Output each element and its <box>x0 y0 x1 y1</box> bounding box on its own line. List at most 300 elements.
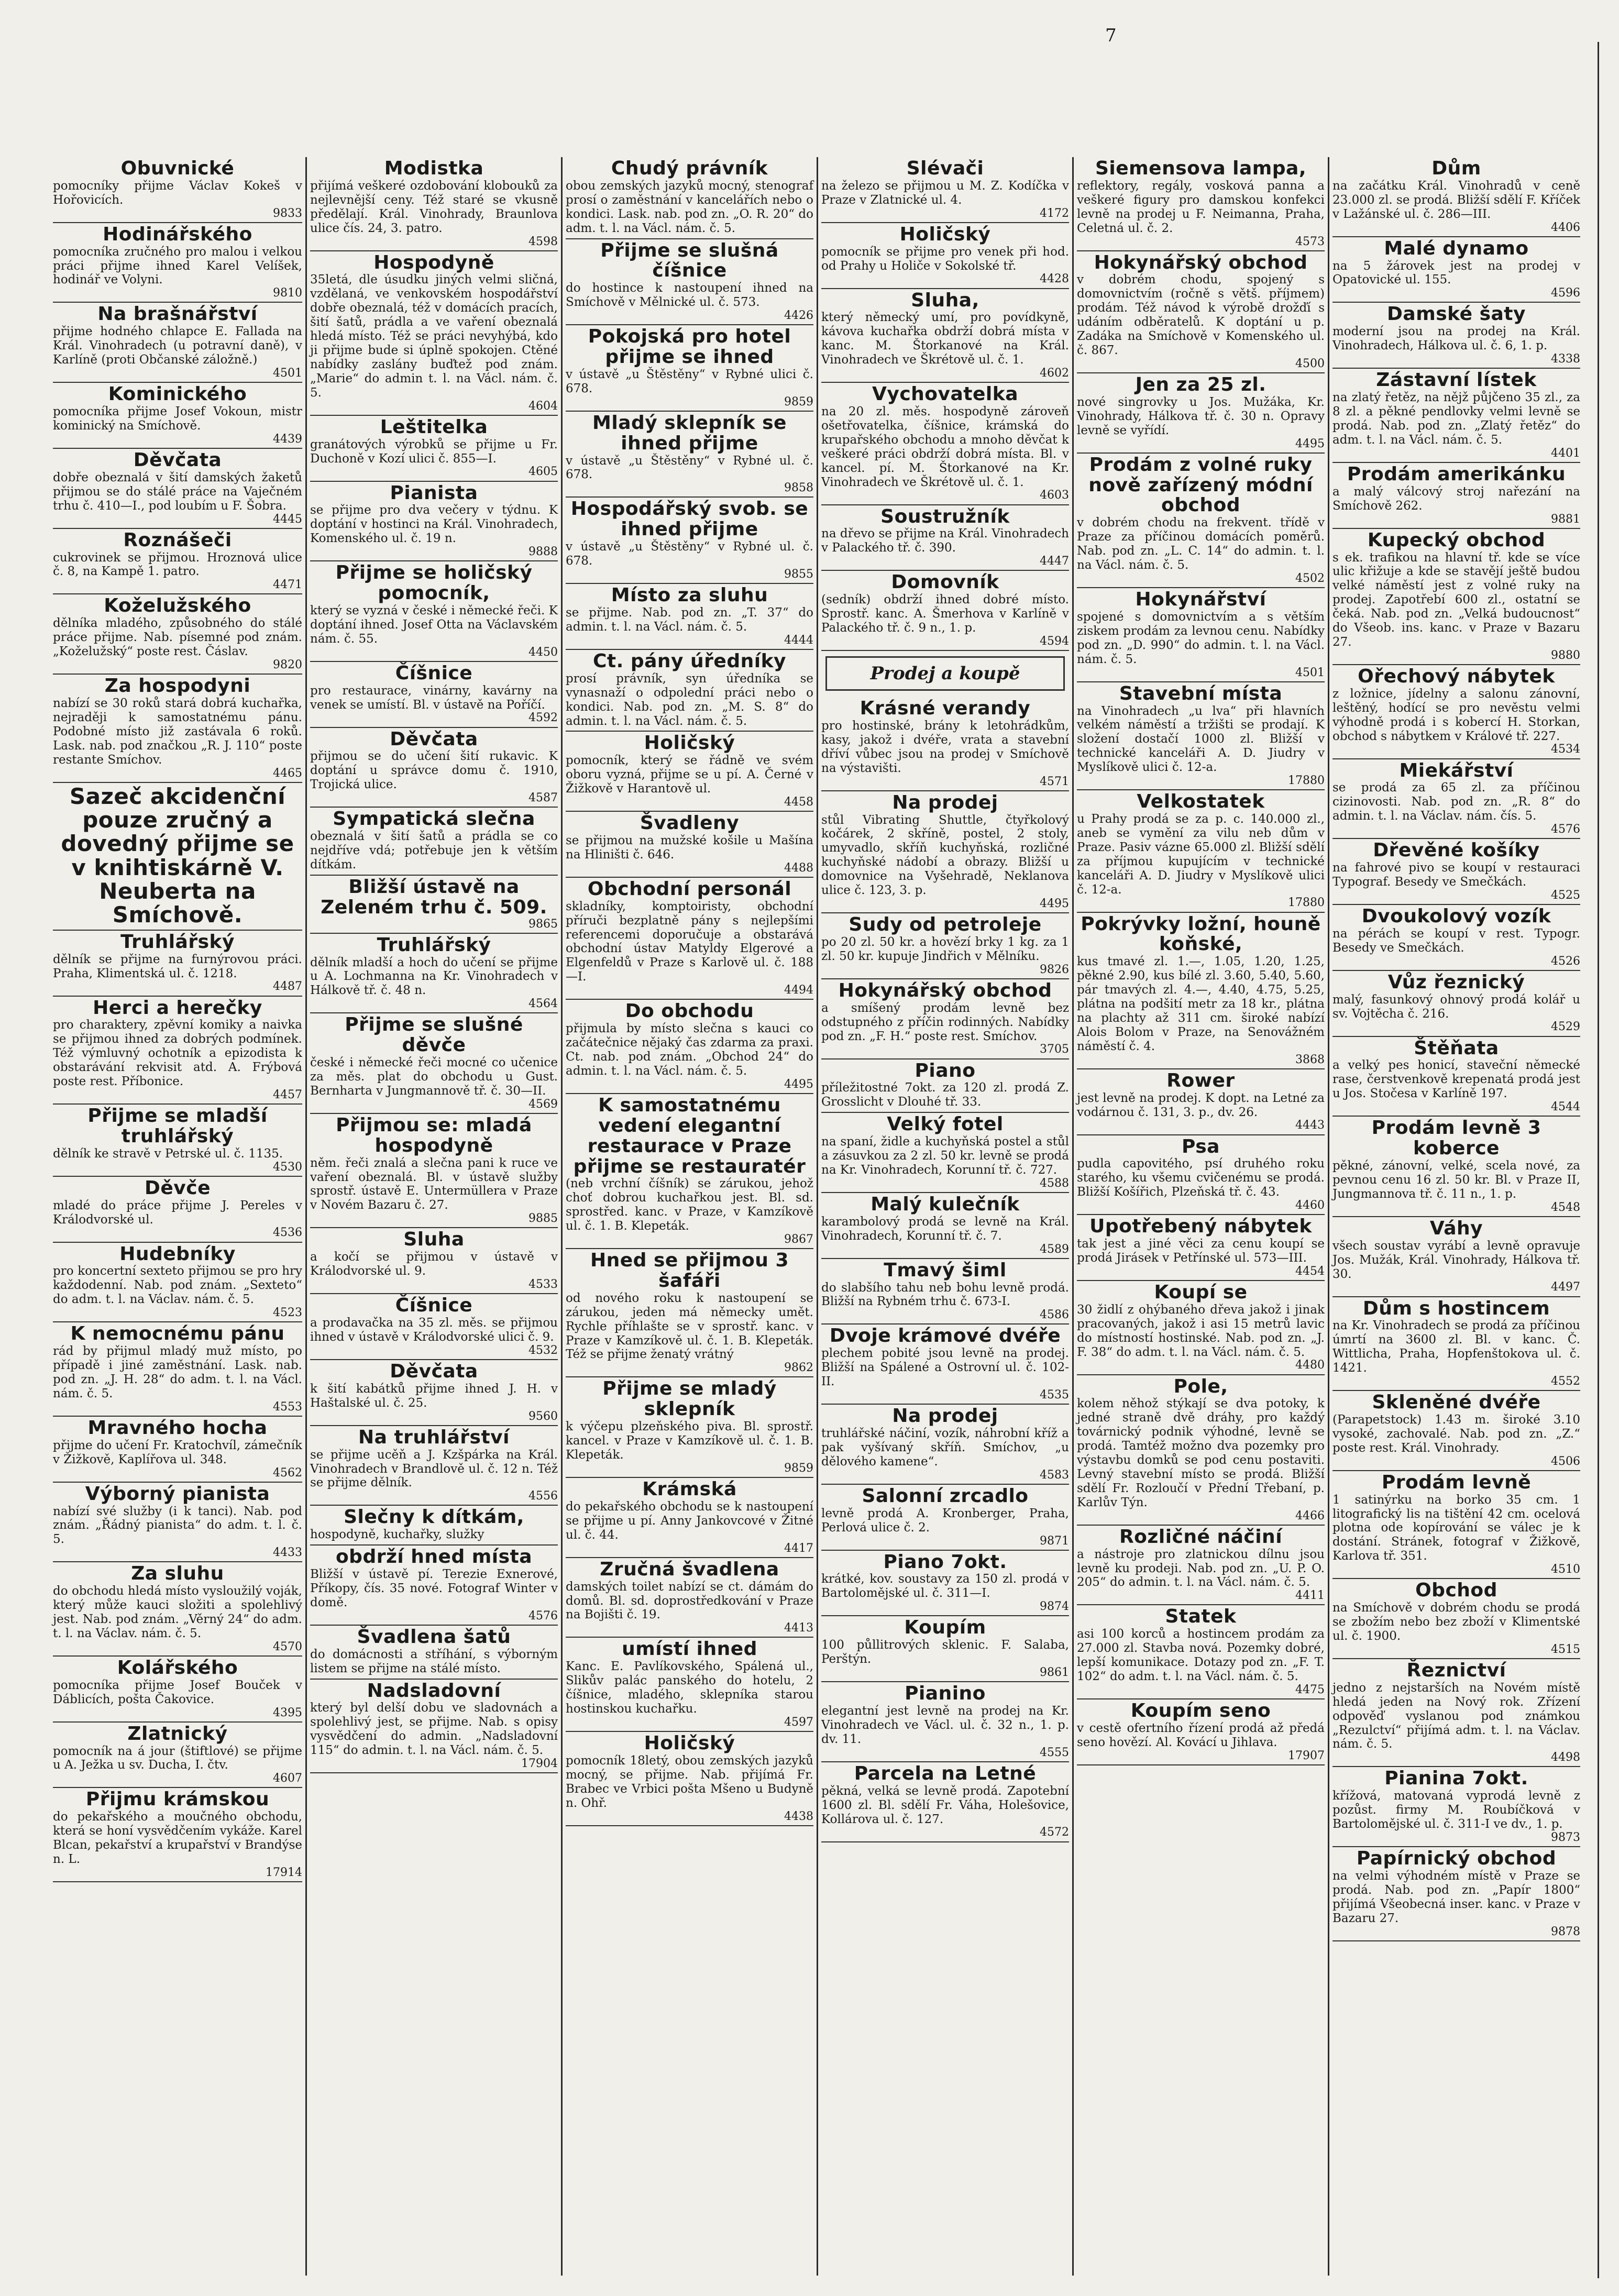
ad-headline: Vůz řeznický <box>1387 971 1525 993</box>
ad-body: na 5 žárovek jest na prodej v Opatovické ul. 155. <box>1332 259 1580 287</box>
ad-body: příležitostné 7okt. za 120 zl. prodá Z. Grosslicht v Dlouhé tř. 33. <box>821 1081 1069 1109</box>
classified-ad <box>53 594 302 675</box>
ad-number: 9859 <box>784 1461 813 1475</box>
ad-headline: Dům s hostincem <box>1362 1297 1550 1319</box>
ad-body: na Kr. Vinohradech se prodá za příčinou úmrtí na 3600 zl. Bl. v kanc. Č. Wittlicha, Praha, Hopfenštokova ul. č. 1421. <box>1332 1319 1580 1375</box>
ad-number: 4444 <box>784 633 813 647</box>
classified-ad <box>310 157 558 251</box>
ad-headline: Obuvnické <box>120 158 235 179</box>
ad-headline: Děvče <box>144 1177 211 1199</box>
ad-body: v cestě ofertního řízení prodá až předá seno hovězí. Al. Kovácí u Jihlava. <box>1077 1721 1325 1749</box>
classified-ad <box>821 697 1069 791</box>
classified-ad <box>566 1000 813 1094</box>
ad-body: do obchodu hledá místo vysloužilý voják, který může kauci složiti a spolehlivý jest. Nab. pod znám. „Věrný 24“ do adm. t. l. na Václav. nám. č. 5. <box>53 1584 302 1640</box>
ad-body: a nástroje pro zlatnickou dílnu jsou levně ku prodeji. Nab. pod zn. „U. P. O. 205“ do admin. t. l. na Václ. nám. č. 5. <box>1077 1547 1325 1589</box>
classified-ad <box>310 1680 558 1774</box>
ad-headline: Číšnice <box>395 1295 473 1317</box>
classified-ad <box>566 1249 813 1377</box>
classified-ad <box>310 1360 558 1426</box>
ad-number: 4526 <box>1551 954 1580 968</box>
ad-headline: Přijme se mladší truhlářský <box>87 1105 268 1147</box>
ad-headline: Jen za 25 zl. <box>1135 374 1266 395</box>
ad-body: na velmi výhodném místě v Praze se prodá. Nab. pod zn. „Papír 1800“ přijímá Všeobecná inser. kanc. v Praze v Bazaru 27. <box>1332 1869 1580 1925</box>
ad-headline: Sluha, <box>911 289 979 311</box>
ad-headline: Přijme se slušné děvče <box>345 1014 523 1056</box>
classified-ad <box>1332 971 1580 1037</box>
ad-number: 4460 <box>1295 1199 1325 1212</box>
page-number: 7 <box>1105 25 1117 46</box>
ad-headline: Hokynářský obchod <box>838 979 1052 1001</box>
ad-number: 4438 <box>784 1809 813 1823</box>
ad-body: Kanc. E. Pavlíkovského, Spálená ul., Slikův palác panského do hotelu, 2 číšnice, mladého, sklepníka starou hostinskou kuchařku. <box>566 1660 813 1716</box>
ad-number: 9888 <box>528 545 558 559</box>
ad-number: 4445 <box>273 512 302 526</box>
column-5 <box>1072 157 1328 2276</box>
ad-body: a malý válcový stroj nařezání na Smíchově 262. <box>1332 484 1580 513</box>
classified-ad <box>1332 529 1580 665</box>
ad-body: nabízí se 30 roků stará dobrá kuchařka, nejraději k samostatnému pánu. Podobné místo již zastávala 6 roků. Lask. nab. pod značkou „R. J. 110“ poste restante Smíchov. <box>53 696 302 767</box>
classified-ad <box>1077 1215 1325 1281</box>
ad-body: stůl Vibrating Shuttle, čtyřkolový kočárek, 2 skříně, postel, 2 stoly, umyvadlo, skříň kuchyňská, rozličné kuchyňské nádobí a obrazy. Bližší u domovnice na Vyšehradě, Neklanova ulice č. 123, 3. p. <box>821 813 1069 898</box>
ad-number: 4495 <box>1040 897 1069 910</box>
ad-body: něm. řeči znalá a slečna pani k ruce ve vaření obeznalá. Bl. v ústavě služby sprostř. ústavě E. Untermüllera v Praze v Novém Bazaru č. 27. <box>310 1156 558 1212</box>
ad-body: a kočí se přijmou v ústavě v Králodvorské ul. 9. <box>310 1250 558 1278</box>
ad-headline: Miekářství <box>1399 759 1514 781</box>
classified-ad <box>566 157 813 239</box>
column-3 <box>561 157 817 2276</box>
ad-body: v ústavě „u Štěstěny“ v Rybné ul. č. 678. <box>566 540 813 568</box>
ad-body: asi 100 korců a hostincem prodám za 27.000 zl. Stavba nová. Pozemky dobré, lepší komunikace. Dotazy pod zn. „F. T. 102“ do adm. t. l. na Václ. nám. č. 5. <box>1077 1627 1325 1684</box>
ad-number: 4592 <box>528 711 558 725</box>
ad-body: prosí právník, syn úředníka se vynasnaží o odpolední práci nebo o kondici. Nab. pod zn. „M. S. 8“ do admin. t. l. na Václ. nám. č. 5. <box>566 671 813 728</box>
classified-ad <box>1077 1526 1325 1606</box>
classified-ad <box>566 812 813 878</box>
ad-number: 4500 <box>1295 357 1325 370</box>
ad-headline: Děvčata <box>390 1360 478 1382</box>
classified-ad <box>53 157 302 223</box>
ad-number: 4433 <box>273 1546 302 1560</box>
ad-headline: Za sluhu <box>131 1563 224 1585</box>
classified-ad <box>53 223 302 303</box>
ad-headline: Kominického <box>108 383 247 405</box>
classified-ad <box>53 1105 302 1177</box>
ad-body: na spaní, židle a kuchyňská postel a stůl a zásuvkou za 2 zl. 50 kr. levně se prodá na Kr. Vinohradech, Korunní tř. č. 727. <box>821 1135 1069 1177</box>
ad-number: 4573 <box>1295 235 1325 248</box>
ad-headline: Zástavní lístek <box>1376 369 1537 391</box>
ad-body: jest levně na prodej. K dopt. na Letné za vodárnou č. 131, 3. p., dv. 26. <box>1077 1091 1325 1119</box>
ad-headline: Štěňata <box>1414 1037 1499 1059</box>
ad-number: 4536 <box>273 1226 302 1240</box>
classified-ad <box>821 1259 1069 1325</box>
ad-body: 1 satinýrku na borko 35 cm. 1 litografický lis na tištění 42 cm. ocelová plotna ode kopírování se válec je k dostání. Stránek, fotograf v Žižkově, Karlova tř. 351. <box>1332 1493 1580 1563</box>
ad-body: k výčepu plzeňského piva. Bl. sprostř. kancel. v Praze v Kamzíkově ul. č. 1. B. Klepeták. <box>566 1420 813 1462</box>
ad-number: 4417 <box>784 1541 813 1555</box>
ad-headline: Přijmou se: mladá hospodyně <box>336 1114 532 1156</box>
ad-headline: Výborný pianista <box>85 1483 270 1505</box>
classified-ad <box>821 913 1069 979</box>
classified-ad <box>566 1638 813 1732</box>
ad-number: 9560 <box>528 1409 558 1423</box>
ad-headline: Piano 7okt. <box>883 1551 1007 1573</box>
ad-body: české i německé řeči mocné co učenice za měs. plat do obchodu u Gust. Bernharta v Jungmannově tř. č. 30—II. <box>310 1056 558 1098</box>
ad-body: v dobrém chodu, spojený s domovnictvím (ročně s větš. příjmem) prodám. Též návod k výrobě drožďí s udáním odběratelů. K doptání u p. Zadáka na Smíchově v Komenského ul. č. 867. <box>1077 273 1325 357</box>
ad-body: se přijmou na mužské košile u Mašína na Hliništi č. 646. <box>566 833 813 862</box>
classified-ad <box>310 1294 558 1360</box>
classified-ad <box>821 383 1069 505</box>
ad-body: do pekařského obchodu se k nastoupení se přijme u pí. Anny Jankovcové v Žitné ul. č. 44. <box>566 1499 813 1542</box>
ad-headline: Přijme se mladý sklepník <box>602 1378 777 1420</box>
ad-headline: Krámská <box>642 1478 737 1500</box>
classified-ad <box>566 1732 813 1826</box>
ad-number: 4556 <box>528 1489 558 1503</box>
ad-number: 4426 <box>784 309 813 323</box>
ad-body: do pekařského a moučného obchodu, která se honí vysvědčením vykáže. Karel Blcan, pekařství a krupařství v Brandýse n. L. <box>53 1810 302 1867</box>
ad-body: (Parapetstock) 1.43 m. široké 3.10 vysoké, zachovalé. Nab. pod zn. „Z.“ poste rest. Král. Vinohrady. <box>1332 1412 1580 1455</box>
ad-headline: Koupím seno <box>1130 1700 1271 1722</box>
classified-ad <box>53 1657 302 1723</box>
ad-headline: Hospodyně <box>373 251 494 273</box>
ad-number: 4570 <box>273 1640 302 1653</box>
ad-headline: Piano <box>915 1059 976 1081</box>
ad-headline: Na truhlářství <box>358 1426 510 1448</box>
classified-ad <box>1077 1605 1325 1699</box>
ad-body: mladé do práce přijme J. Pereles v Králodvorské ul. <box>53 1198 302 1227</box>
ad-number: 4395 <box>273 1706 302 1719</box>
classified-ad <box>53 675 302 783</box>
ad-number: 9861 <box>1040 1666 1069 1680</box>
column-4 <box>817 157 1072 2276</box>
classified-ad <box>310 876 558 934</box>
classified-ad <box>821 157 1069 223</box>
ad-headline: Číšnice <box>395 662 473 684</box>
classified-ad <box>566 1377 813 1478</box>
ad-body: spojené s domovnictvím a s větším ziskem prodám za levnou cenu. Nabídky pod zn. „D. 990“ do admin. t. l. na Václ. nám. č. 5. <box>1077 610 1325 666</box>
ad-body: na začátku Král. Vinohradů v ceně 23.000 zl. se prodá. Bližší sdělí F. Kříček v Lažánské ul. č. 286—III. <box>1332 179 1580 221</box>
ad-headline: Hudebníky <box>119 1243 236 1265</box>
classified-ad <box>1077 1069 1325 1135</box>
classified-ad <box>1332 1391 1580 1471</box>
ad-headline: Pokojská pro hotel přijme se ihned <box>588 326 791 368</box>
column-6 <box>1328 157 1583 2276</box>
ad-number: 17880 <box>1288 774 1325 788</box>
classified-ad <box>310 251 558 416</box>
classified-ad <box>310 662 558 728</box>
ad-body: pěkné, zánovní, velké, scela nové, za pevnou cenu 16 zl. 50 kr. Bl. v Praze II, Jungmannova tř. č. 11 n., 1. p. <box>1332 1159 1580 1201</box>
ad-headline: Prodám z volné ruky nově zařízený módní obchod <box>1088 454 1313 516</box>
ad-headline: Hned se přijmou 3 šafáři <box>590 1250 789 1292</box>
classified-ad <box>1077 373 1325 454</box>
ad-headline: K samostatnému vedení elegantní restaurace v Praze přijme se restauratér <box>573 1094 806 1177</box>
ad-headline: obdrží hned místa <box>335 1546 533 1568</box>
ad-number: 9859 <box>784 395 813 409</box>
classified-ad <box>310 561 558 662</box>
ad-body: cukrovinek se přijmou. Hroznová ulice č. 8, na Kampě 1. patro. <box>53 550 302 579</box>
classified-ad <box>310 416 558 482</box>
ad-headline: Krásné verandy <box>860 698 1031 720</box>
ad-headline: Děvčata <box>390 728 478 750</box>
ad-number: 4552 <box>1551 1375 1580 1388</box>
ad-body: malý, fasunkový ohnový prodá kolář u sv. Vojtěcha č. 216. <box>1332 992 1580 1021</box>
ad-number: 4458 <box>784 796 813 809</box>
ad-headline: Skleněné dvéře <box>1372 1392 1541 1414</box>
ad-number: 9820 <box>273 658 302 671</box>
ad-number: 9810 <box>273 286 302 300</box>
ad-headline: Upotřebený nábytek <box>1089 1216 1312 1238</box>
ad-body: a smíšený prodám levně bez odstupného z příčin rodinných. Nabídky pod zn. „F. H.“ poste rest. Smíchov. <box>821 1001 1069 1043</box>
classified-ad <box>821 571 1069 651</box>
ad-number: 9867 <box>784 1233 813 1246</box>
ad-body: přijme do učení Fr. Kratochvíl, zámečník v Žižkově, Kaplířova ul. 348. <box>53 1438 302 1466</box>
ad-number: 9833 <box>273 206 302 220</box>
ad-number: 4465 <box>273 766 302 780</box>
ad-body: v dobrém chodu na frekvent. třídě v Praze za příčinou domácích poměrů. Nab. pod zn. „L. C. 14“ do admin. t. l. na Václ. nám. č. 5. <box>1077 516 1325 572</box>
ad-body: pomocníka zručného pro malou i velkou práci přijme ihned Karel Velíšek, hodinář ve Volyni. <box>53 245 302 287</box>
ad-headline: Dvoje krámové dvéře <box>829 1325 1061 1347</box>
ad-body: na Smíchově v dobrém chodu se prodá se zbožím nebo bez zboží v Klimentské ul. č. 1900. <box>1332 1601 1580 1643</box>
ad-headline: Pole, <box>1173 1375 1228 1397</box>
ad-body: s ek. trafikou na hlavní tř. kde se více ulic křižuje a kde se stavějí ještě budou velké náměstí jest z volné ruky na prodej. Zapotřebí 600 zl., ostatní se čeká. Nab. pod zn. „Velká budoucnost“ do Všeob. ins. kanc. v Praze v Bazaru 27. <box>1332 550 1580 649</box>
ad-number: 4596 <box>1551 286 1580 300</box>
ad-number: 4598 <box>528 235 558 248</box>
ad-headline: Sazeč akcidenční pouze zručný a dovedný přijme se v knihtiskárně V. Neuberta na Smíchově. <box>61 783 294 928</box>
ad-body: přijmula by místo slečna s kauci co začátečnice nějaký čas zdarma za praxi. Ct. nab. pod znám. „Obchod 24“ do admin. t. l. na Václ. nám. č. 5. <box>566 1022 813 1078</box>
ad-number: 4589 <box>1040 1242 1069 1256</box>
ad-body: křížová, matovaná vyprodá levně z pozůst. firmy M. Roubíčková v Bartolomějské ul. č. 311-I ve dv., 1. p. <box>1332 1789 1580 1831</box>
ad-headline: Švadleny <box>640 812 740 834</box>
ad-number: 4471 <box>273 578 302 592</box>
classified-ad <box>1332 463 1580 529</box>
ad-headline: Herci a herečky <box>93 997 262 1019</box>
ad-headline: Koupí se <box>1154 1281 1248 1303</box>
ad-body: po 20 zl. 50 kr. a hovězí brky 1 kg. za 1 zl. 50 kr. kupuje Jindřich v Mělníku. <box>821 935 1069 963</box>
ad-body: do domácnosti a stříhání, s výborným listem se přijme na stálé místo. <box>310 1647 558 1675</box>
classified-ad <box>566 1558 813 1638</box>
classified-ad <box>53 303 302 383</box>
ad-body: pěkná, velká se levně prodá. Zapotební 1600 zl. Bl. sdělí Fr. Váha, Holešovice, Kollárova ul. č. 127. <box>821 1784 1069 1826</box>
classified-columns <box>50 157 1584 2276</box>
classified-ad <box>821 1762 1069 1842</box>
ad-headline: Hokynářský obchod <box>1094 251 1308 273</box>
ad-number: 4443 <box>1295 1119 1325 1132</box>
ad-headline: Váhy <box>1429 1217 1483 1239</box>
ad-body: 100 půllitrových sklenic. F. Salaba, Perštýn. <box>821 1638 1069 1666</box>
classified-ad <box>566 498 813 584</box>
ad-number: 4603 <box>1040 489 1069 502</box>
classified-ad <box>310 1426 558 1506</box>
classified-ad <box>566 325 813 412</box>
ad-body: na Vinohradech „u lva“ při hlavních velkém náměstí a tržišti se prodají. K složení dostačí 1000 zl. Bližší v technické kanceláři A. D. Jiudry v Myslíkově ulici č. 12-a. <box>1077 704 1325 775</box>
ad-headline: Truhlářský <box>120 931 235 953</box>
ad-body: na dřevo se přijme na Král. Vinohradech v Palackého tř. č. 390. <box>821 527 1069 555</box>
ad-headline: Místo za sluhu <box>611 584 768 606</box>
classified-ad <box>53 1177 302 1243</box>
ad-body: pomocník se přijme pro venek při hod. od Prahy u Holiče v Sokolské tř. <box>821 245 1069 273</box>
ad-number: 9858 <box>784 481 813 495</box>
ad-number: 4571 <box>1040 775 1069 788</box>
ad-number: 4555 <box>1040 1746 1069 1759</box>
classified-ad <box>310 808 558 876</box>
classified-ad <box>1332 1471 1580 1580</box>
column-1 <box>50 157 305 2276</box>
ad-body: kus tmavé zl. 1.—, 1.05, 1.20, 1.25, pěkné 2.90, kus bílé zl. 3.60, 5.40, 5.60, pár tmavých zl. 4.—, 4.40, 4.75, 5.25, plátna na podšití metr za 18 kr., plátna na plachty až 311 cm. široké nabízí Alois Bolom v Praze, na Senovážném náměstí č. 4. <box>1077 955 1325 1053</box>
ad-number: 9871 <box>1040 1534 1069 1548</box>
ad-headline: Sympatická slečna <box>333 808 535 830</box>
ad-number: 4572 <box>1040 1826 1069 1839</box>
classified-ad <box>821 1616 1069 1682</box>
classified-ad <box>821 1485 1069 1551</box>
ad-number: 4506 <box>1551 1454 1580 1468</box>
ad-body: který byl delší dobu ve sladovnách a spolehlivý jest, se přijme. Nab. s opisy vysvědčení do admin. „Nadsladovní 115“ do admin. t. l. na Václ. nám. č. 5. <box>310 1701 558 1758</box>
classified-ad <box>566 584 813 650</box>
ad-body: k šití kabátků přijme ihned J. H. v Haštalské ul. č. 25. <box>310 1382 558 1410</box>
ad-number: 4583 <box>1040 1468 1069 1482</box>
ad-body: do hostince k nastoupení ihned na Smíchově v Mělnické ul. č. 573. <box>566 281 813 310</box>
ad-body: pomocníka přijme Josef Bouček v Dáblicích, pošta Čakovice. <box>53 1678 302 1706</box>
ad-headline: Dřevěné košíky <box>1373 840 1540 862</box>
ad-body: přijme hodného chlapce E. Fallada na Král. Vinohradech (u potravní daně), v Karlíně (proti Občanské záložně.) <box>53 325 302 367</box>
ad-headline: Hodinářského <box>103 223 252 245</box>
ad-headline: Mravného hocha <box>87 1417 268 1439</box>
ad-headline: Přijmu krámskou <box>85 1789 270 1811</box>
classified-ad <box>53 931 302 997</box>
classified-ad <box>566 412 813 498</box>
ad-headline: Parcela na Letné <box>854 1762 1037 1784</box>
ad-number: 4525 <box>1551 888 1580 902</box>
classified-ad <box>310 728 558 808</box>
ad-number: 4172 <box>1040 206 1069 220</box>
ad-number: 4602 <box>1040 367 1069 380</box>
ad-number: 4523 <box>273 1306 302 1320</box>
classified-ad <box>821 1059 1069 1113</box>
ad-number: 4562 <box>273 1466 302 1480</box>
ad-headline: Nadsladovní <box>367 1680 501 1702</box>
ad-body: granátových výrobků se přijme u Fr. Duchoně v Kozí ulici č. 855—I. <box>310 437 558 466</box>
ad-headline: Soustružník <box>880 505 1010 527</box>
ad-headline: Malý kulečník <box>871 1193 1020 1215</box>
ad-headline: Papírnický obchod <box>1356 1848 1557 1870</box>
ad-headline: Pianina 7okt. <box>1384 1768 1528 1790</box>
ad-headline: Damské šaty <box>1387 303 1526 325</box>
ad-number: 4553 <box>273 1400 302 1414</box>
ad-body: pomocníka přijme Josef Vokoun, mistr kominický na Smíchově. <box>53 405 302 433</box>
ad-headline: Holičský <box>644 732 735 754</box>
ad-body: který německý umí, pro povídkyně, kávova kuchařka obdrží dobrá místa v kanc. M. Štorkanové na Král. Vinohradech ve Škrétově ul. č. 1. <box>821 311 1069 367</box>
ad-headline: Kupecký obchod <box>1367 529 1546 551</box>
classified-ad <box>566 1094 813 1249</box>
ad-body: 35letá, dle úsudku jiných velmi sličná, vzdělaná, ve venkovském hospodářství dobře obeznalá, též v domácích pracích, šití šatů, prádla a ve vaření obeznalá hledá místo. Též se práci nevyhýbá, kdo ji přijme bude si úplně spokojen. Ctěné nabídky zaslány buďtež pod znám. „Marie“ do admin t. l. na Václ. nám. č. 5. <box>310 273 558 400</box>
ad-number: 4544 <box>1551 1100 1580 1114</box>
classified-ad <box>310 1626 558 1680</box>
ad-headline: Holičský <box>899 223 991 245</box>
ad-number: 4495 <box>1295 437 1325 450</box>
ad-body: pudla capovitého, psí druhého roku starého, ku všemu cvičenému se prodá. Bližší Košířich, Plzeňská tř. č. 43. <box>1077 1157 1325 1199</box>
ad-headline: Přijme se holičský pomocník, <box>335 562 533 604</box>
ad-body: hospodyně, kuchařky, služky <box>310 1528 484 1542</box>
ad-headline: Slečny k dítkám, <box>344 1506 524 1528</box>
ad-headline: Roznášeči <box>123 529 232 551</box>
ad-headline: Siemensova lampa, <box>1095 158 1307 179</box>
ad-number: 4515 <box>1551 1642 1580 1656</box>
ad-body: pro koncertní sexteto přijmou se pro hry každodenní. Nab. pod znám. „Sexteto“ do adm. t. l. na Václav. nám. č. 5. <box>53 1264 302 1307</box>
ad-number: 4454 <box>1295 1264 1325 1278</box>
classified-ad <box>1332 1767 1580 1847</box>
classified-ad <box>1332 1037 1580 1117</box>
classified-ad <box>53 449 302 529</box>
ad-body: nové singrovky u Jos. Mužáka, Kr. Vinohrady, Hálkova tř. č. 30 n. Opravy levně se vyřídí. <box>1077 395 1325 437</box>
classified-ad <box>821 223 1069 289</box>
ad-headline: Ořechový nábytek <box>1358 665 1555 687</box>
classified-ad <box>1077 454 1325 588</box>
ad-body: obou zemských jazyků mocný, stenograf prosí o zaměstnání v kancelářích nebo o kondici. Lask. nab. pod zn. „O. R. 20“ do adm. t. l. na Václ. nám. č. 5. <box>566 179 813 235</box>
ad-body: na pérách se koupí v rest. Typogr. Besedy ve Smečkách. <box>1332 926 1580 955</box>
classified-ad <box>821 1405 1069 1485</box>
ad-number: 4411 <box>1295 1589 1325 1603</box>
ad-headline: Dvoukolový vozík <box>1361 906 1551 927</box>
ad-body: krátké, kov. soustavy za 150 zl. prodá v Bartolomějské ul. č. 311—I. <box>821 1572 1069 1600</box>
ad-body: pomocník 18letý, obou zemských jazyků mocný, se přijme. Nab. přijímá Fr. Brabec ve Vrbici pošta Mšeno u Budyně n. Ohř. <box>566 1753 813 1810</box>
ad-body: u Prahy prodá se za p. c. 140.000 zl., aneb se vymění za vilu neb dům v Praze. Pasiv vázne 65.000 zl. Bližší sdělí za příjmou kupujícím v technické kanceláři A. D. Jiudry v Myslíkově ulici č. 12-a. <box>1077 812 1325 897</box>
ad-body: z ložnice, jídelny a salonu zánovní, leštěný, hodící se pro nevěstu velmi výhodně prodá i s kobercí H. Storkan, obchod s nábytkem v Králové tř. 227. <box>1332 687 1580 743</box>
ad-body: pro charaktery, zpěvní komiky a naivka se přijmou ihned za dobrých podmínek. Též výmluvný ochotník a epizodista k obstarávání rekvisit atd. A. Frýbová poste rest. Příbonice. <box>53 1018 302 1089</box>
ad-number: 4533 <box>528 1278 558 1292</box>
ad-headline: Velký fotel <box>887 1113 1004 1135</box>
ad-number: 9881 <box>1551 512 1580 526</box>
ad-number: 17880 <box>1288 896 1325 910</box>
ad-headline: Velkostatek <box>1137 791 1265 813</box>
ad-body: moderní jsou na prodej na Král. Vinohradech, Hálkova ul. č. 6, 1. p. <box>1332 325 1580 353</box>
ad-body: reflektory, regály, vosková panna a veškeré figury pro damskou konfekci levně na prodej u F. Neimanna, Praha, Celetná ul. č. 2. <box>1077 179 1325 235</box>
ad-headline: Obchodní personál <box>587 878 792 900</box>
ad-headline: Přijme se slušná číšnice <box>600 239 779 282</box>
classified-ad <box>1077 1699 1325 1765</box>
ad-number: 4586 <box>1040 1308 1069 1322</box>
ad-headline: Zlatnický <box>127 1723 228 1745</box>
classified-ad <box>53 1562 302 1657</box>
ad-body: a prodavačka na 35 zl. měs. se přijmou ihned v ústavě v Králodvorské ulici č. 9. <box>310 1316 558 1344</box>
classified-ad <box>821 505 1069 571</box>
ad-number: 4569 <box>528 1097 558 1111</box>
ad-number: 4534 <box>1551 743 1580 756</box>
ad-body: plechem pobité jsou levně na prodej. Bližší na Spálené a Ostrovní ul. č. 102-II. <box>821 1346 1069 1389</box>
classified-ad <box>1077 1135 1325 1216</box>
ad-body: dělník ke stravě v Petrské ul. č. 1135. <box>53 1146 283 1161</box>
ad-number: 4535 <box>1040 1388 1069 1402</box>
ad-headline: Rozličné náčiní <box>1119 1526 1283 1548</box>
ad-headline: Prodám amerikánku <box>1347 463 1566 485</box>
ad-headline: Řeznictví <box>1406 1659 1506 1681</box>
ad-body: na železo se přijmou u M. Z. Kodíčka v Praze v Zlatnické ul. 4. <box>821 179 1069 207</box>
ad-headline: Zručná švadlena <box>600 1558 779 1580</box>
classified-ad <box>310 1228 558 1294</box>
ad-body: pro restaurace, vinárny, kavárny na venek se umístí. Bl. v ústavě na Poříčí. <box>310 683 558 712</box>
ad-headline: umístí ihned <box>622 1638 757 1660</box>
classified-ad <box>566 239 813 326</box>
classified-ad <box>1332 665 1580 759</box>
ad-number: 4475 <box>1295 1683 1325 1696</box>
ad-body: pomocník na á jour (štiftlové) se přijme u A. Ježka u sv. Ducha, I. čtv. <box>53 1744 302 1772</box>
classified-ad <box>821 1682 1069 1762</box>
ad-number: 4501 <box>1295 666 1325 679</box>
ad-headline: Koupím <box>904 1617 986 1639</box>
ad-body: pomocník, který se řádně ve svém oboru vyzná, přijme se u pí. A. Černé v Žižkově v Harantově ul. <box>566 754 813 796</box>
ad-body: pomocníky přijme Václav Kokeš v Hořovicích. <box>53 179 302 207</box>
classified-ad <box>1332 1659 1580 1768</box>
classified-ad <box>1077 157 1325 251</box>
ad-headline: Do obchodu <box>625 1000 754 1022</box>
ad-headline: Salonní zrcadlo <box>862 1485 1029 1507</box>
ad-body: truhlářské náčiní, vozík, náhrobní kříž a pak vyšívaný skříň. Smíchov, „u dělového kamene“. <box>821 1427 1069 1469</box>
ad-body: kolem něhož stýkají se dva potoky, k jedné straně dvě dráhy, pro každý továrnický podnik výhodné, levně se prodá. Tamtéž možno dva pozemky pro výstavbu domků se pod cenu postaviti. Levný stavební místo se prodá. Bližší sdělí Fr. Rozloučí v Přední Třebaní, p. Karlův Týn. <box>1077 1397 1325 1509</box>
